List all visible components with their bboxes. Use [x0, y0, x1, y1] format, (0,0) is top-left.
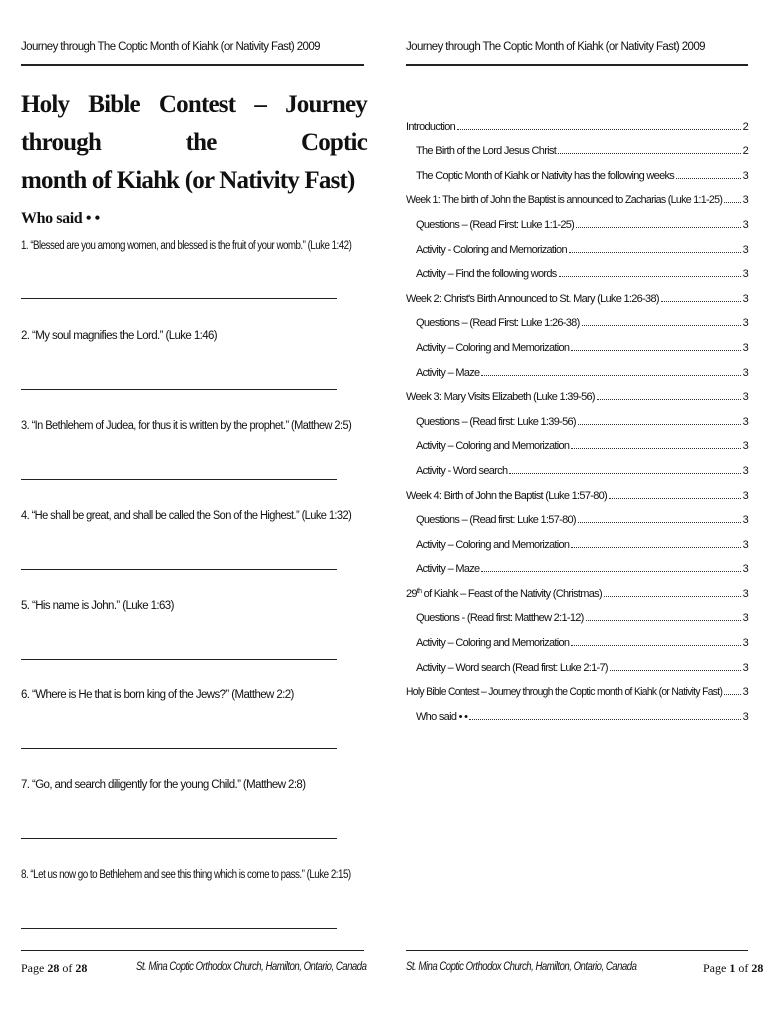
toc-entry-text: Holy Bible Contest – Journey through the Coptic month of Kiahk (or Nativity Fast) — [406, 686, 723, 699]
toc-entry-text: Week 2: Christ's Birth Announced to St. Mary (Luke 1:26-38) — [406, 292, 659, 305]
toc-dot-leader — [676, 178, 740, 179]
question-5: 5. “His name is John.” (Luke 1:63) — [21, 600, 174, 612]
toc-page-number: 3 — [742, 538, 748, 551]
toc-entry-text: Activity – Coloring and Memorization — [416, 341, 570, 354]
toc-entry-text: Who said • • — [416, 710, 468, 723]
toc-entry-title — [416, 440, 569, 452]
question-8: 8. “Let us now go to Bethlehem and see this thing which is come to pass.” (Luke 2:15) — [21, 869, 351, 881]
toc-page-number: 3 — [742, 440, 748, 453]
toc-page-number: 2 — [742, 145, 748, 158]
right-footer-rule — [406, 950, 748, 951]
toc-page-number: 3 — [742, 268, 748, 281]
question-3: 3. “In Bethlehem of Judea, for thus it is written by the prophet.” (Matthew 2:5) — [21, 420, 352, 432]
toc-page-number: 3 — [742, 218, 748, 231]
toc-entry[interactable] — [406, 206, 748, 231]
toc-dot-leader — [569, 252, 741, 253]
toc-entry-text: Week 1: The birth of John the Baptist is announced to Zacharias (Luke 1:1-25) — [406, 194, 723, 207]
contest-title-line2: month of Kiahk (or Nativity Fast) — [21, 167, 355, 194]
toc-entry-title — [416, 268, 557, 280]
toc-entry[interactable] — [406, 674, 748, 699]
toc-entry-text: Introduction — [406, 120, 456, 133]
toc-entry-text: Questions – (Read first: Luke 1:57-80) — [416, 514, 576, 527]
toc-entry-title — [416, 145, 556, 157]
question-1: 1. “Blessed are you among women, and blessed is the fruit of your womb.” (Luke 1:42) — [21, 240, 352, 252]
toc-entry-title — [416, 612, 584, 624]
right-church-name: St. Mina Coptic Orthodox Church, Hamilton, Ontario, Canada — [406, 961, 637, 973]
contest-title-line1: Holy Bible Contest – Journey through the Coptic — [21, 91, 367, 156]
toc-page-number: 3 — [742, 637, 748, 650]
toc-entry-text: Questions - (Read first: Matthew 2:1-12) — [416, 612, 584, 625]
toc-entry-title — [416, 637, 569, 649]
toc-page-number: 3 — [742, 710, 748, 723]
toc-entry-title — [406, 391, 595, 403]
toc-dot-leader — [571, 645, 740, 646]
toc-page-number: 3 — [742, 612, 748, 625]
toc-dot-leader — [509, 473, 740, 474]
toc-entry[interactable] — [406, 698, 748, 723]
toc-entry[interactable] — [406, 551, 748, 576]
toc-entry-title — [416, 662, 608, 674]
toc-entry[interactable] — [406, 452, 748, 477]
toc-entry-title — [416, 563, 479, 575]
question-6: 6. “Where is He that is born king of the Jews?” (Matthew 2:2) — [21, 689, 294, 701]
answer-line-2[interactable] — [21, 389, 337, 390]
toc-dot-leader — [597, 399, 741, 400]
toc-entry-title — [416, 711, 467, 723]
toc-entry[interactable] — [406, 305, 748, 330]
toc-entry-superscript: th — [416, 587, 422, 595]
left-footer-rule — [21, 950, 364, 951]
right-page-number — [703, 961, 763, 976]
page-num: 28 — [47, 961, 60, 975]
toc-entry-text: Activity – Maze — [416, 366, 480, 379]
toc-dot-leader — [582, 325, 741, 326]
page-num: 1 — [729, 961, 736, 975]
toc-page-number: 3 — [742, 587, 748, 600]
toc-entry-title — [416, 367, 479, 379]
toc-page-number: 3 — [742, 243, 748, 256]
toc-page-number: 3 — [742, 341, 748, 354]
toc-page-number: 2 — [742, 120, 748, 133]
answer-line-6[interactable] — [21, 748, 337, 749]
toc-entry-text: The Birth of the Lord Jesus Christ — [416, 145, 557, 158]
toc-entry[interactable] — [406, 354, 748, 379]
toc-dot-leader — [481, 571, 740, 572]
toc-entry[interactable] — [406, 108, 748, 133]
toc-entry-title — [416, 244, 567, 256]
toc-entry[interactable] — [406, 379, 748, 404]
toc-entry-text: Activity – Coloring and Memorization — [416, 637, 570, 650]
toc-entry-title — [416, 219, 574, 231]
toc-entry-text: Questions – (Read First: Luke 1:26-38) — [416, 317, 580, 330]
answer-line-8[interactable] — [21, 928, 337, 929]
left-church-name: St. Mina Coptic Orthodox Church, Hamilton, Ontario, Canada — [136, 961, 367, 973]
toc-dot-leader — [610, 670, 741, 671]
answer-line-7[interactable] — [21, 838, 337, 839]
toc-page-number: 3 — [742, 317, 748, 330]
toc-entry[interactable] — [406, 526, 748, 551]
toc-entry[interactable] — [406, 231, 748, 256]
toc-entry-text-rest: of Kiahk – Feast of the Nativity (Christmas) — [421, 587, 602, 600]
question-7: 7. “Go, and search diligently for the young Child.” (Matthew 2:8) — [21, 779, 306, 791]
toc-page-number: 3 — [742, 464, 748, 477]
answer-line-1[interactable] — [21, 298, 337, 299]
answer-line-3[interactable] — [21, 479, 337, 480]
toc-page-number: 3 — [742, 661, 748, 674]
toc-entry-title — [416, 465, 507, 477]
page-total: 28 — [75, 961, 88, 975]
toc-page-number: 3 — [742, 391, 748, 404]
toc-entry[interactable] — [406, 600, 748, 625]
right-page-header: Journey through The Coptic Month of Kiahk (or Nativity Fast) 2009 — [406, 41, 705, 53]
toc-dot-leader — [578, 424, 741, 425]
toc-entry[interactable] — [406, 649, 748, 674]
toc-page-number: 3 — [742, 563, 748, 576]
toc-entry[interactable] — [406, 182, 748, 207]
toc-entry-text: Activity - Coloring and Memorization — [416, 243, 567, 256]
question-2: 2. “My soul magnifies the Lord.” (Luke 1:46) — [21, 330, 218, 342]
toc-entry[interactable] — [406, 624, 748, 649]
toc-entry-text: Activity – Coloring and Memorization — [416, 440, 570, 453]
toc-entry-title — [416, 514, 576, 526]
toc-entry-text: Week 3: Mary Visits Elizabeth (Luke 1:39-56) — [406, 391, 595, 404]
toc-entry-title — [406, 121, 455, 133]
toc-entry[interactable] — [406, 329, 748, 354]
toc-entry-title — [416, 342, 569, 354]
toc-page-number: 3 — [742, 292, 748, 305]
toc-entry-title — [406, 490, 607, 502]
page-prefix: Page — [21, 961, 48, 975]
toc-page-number: 3 — [742, 194, 748, 207]
toc-entry-text: Activity – Find the following words — [416, 268, 557, 281]
answer-line-5[interactable] — [21, 659, 337, 660]
toc-entry-text: Questions – (Read first: Luke 1:39-56) — [416, 415, 576, 428]
toc-entry-title — [416, 170, 674, 182]
toc-entry[interactable] — [406, 428, 748, 453]
page-of: of — [59, 961, 76, 975]
toc-dot-leader — [724, 202, 740, 203]
toc-dot-leader — [559, 276, 741, 277]
toc-page-number: 3 — [742, 489, 748, 502]
toc-page-number: 3 — [742, 415, 748, 428]
toc-dot-leader — [576, 227, 740, 228]
toc-dot-leader — [558, 153, 741, 154]
toc-dot-leader — [609, 498, 741, 499]
toc-entry[interactable] — [406, 477, 748, 502]
toc-entry[interactable] — [406, 403, 748, 428]
toc-dot-leader — [571, 448, 740, 449]
toc-entry-title — [416, 317, 580, 329]
toc-entry-text: Activity – Word search (Read first: Luke 2:1-7) — [416, 661, 608, 674]
question-4: 4. “He shall be great, and shall be called the Son of the Highest.” (Luke 1:32) — [21, 510, 352, 522]
toc-page-number: 3 — [742, 686, 748, 699]
toc-page-number: 3 — [742, 514, 748, 527]
toc-dot-leader — [481, 375, 740, 376]
right-header-rule — [406, 64, 748, 66]
table-of-contents — [406, 108, 748, 723]
toc-entry-text: 29 — [406, 587, 417, 600]
toc-entry-title — [406, 194, 722, 206]
toc-dot-leader — [571, 350, 740, 351]
toc-entry[interactable] — [406, 502, 748, 527]
toc-entry-text: Week 4: Birth of John the Baptist (Luke 1:57-80) — [406, 489, 607, 502]
left-page-number — [21, 961, 87, 976]
toc-entry[interactable] — [406, 575, 748, 600]
answer-line-4[interactable] — [21, 569, 337, 570]
toc-entry[interactable] — [406, 133, 748, 158]
toc-entry-title — [406, 293, 659, 305]
toc-dot-leader — [661, 301, 741, 302]
toc-entry[interactable] — [406, 157, 748, 182]
toc-dot-leader — [578, 522, 741, 523]
toc-entry-text: Activity – Maze — [416, 563, 480, 576]
toc-entry-text: Activity - Word search — [416, 464, 508, 477]
page-prefix: Page — [703, 961, 730, 975]
toc-entry[interactable] — [406, 256, 748, 281]
left-page-header: Journey through The Coptic Month of Kiahk (or Nativity Fast) 2009 — [21, 41, 320, 53]
toc-dot-leader — [457, 129, 740, 130]
toc-page-number: 3 — [742, 366, 748, 379]
toc-dot-leader — [571, 547, 740, 548]
toc-entry-title — [416, 416, 576, 428]
page-of: of — [735, 961, 752, 975]
toc-entry-text: The Coptic Month of Kiahk or Nativity has the following weeks — [416, 169, 675, 182]
who-said-heading: Who said • • — [21, 210, 100, 227]
left-header-rule — [21, 64, 364, 66]
toc-entry-title — [406, 686, 722, 698]
toc-page-number: 3 — [742, 169, 748, 182]
toc-entry-text: Activity – Coloring and Memorization — [416, 538, 570, 551]
contest-title — [21, 86, 367, 200]
toc-entry-title — [406, 588, 602, 600]
toc-entry-text: Questions – (Read First: Luke 1:1-25) — [416, 218, 575, 231]
toc-dot-leader — [724, 694, 740, 695]
toc-dot-leader — [604, 596, 741, 597]
toc-dot-leader — [586, 620, 741, 621]
toc-entry[interactable] — [406, 280, 748, 305]
toc-entry-title — [416, 539, 569, 551]
toc-dot-leader — [469, 719, 740, 720]
page-total: 28 — [751, 961, 764, 975]
